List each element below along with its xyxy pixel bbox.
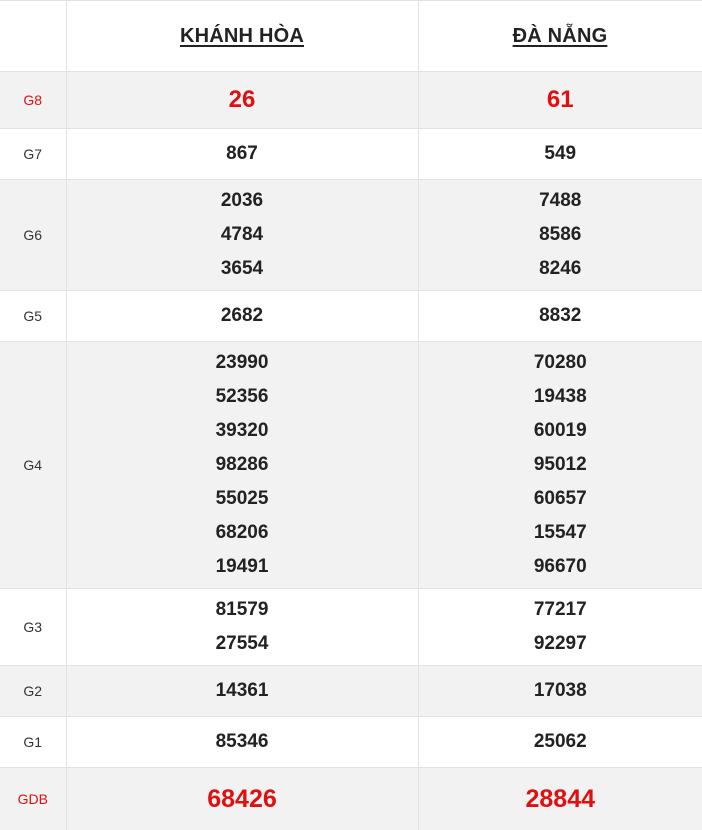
prize-number: 8586 bbox=[419, 218, 702, 252]
prize-label-gdb: GDB bbox=[0, 768, 66, 830]
prize-number: 61 bbox=[419, 83, 702, 117]
prize-numbers-cell bbox=[418, 291, 702, 342]
table-row bbox=[0, 589, 702, 666]
province-name-label: ĐÀ NẴNG bbox=[513, 25, 608, 48]
prize-number: 39320 bbox=[67, 414, 418, 448]
prize-number: 95012 bbox=[419, 448, 702, 482]
prize-label-g5: G5 bbox=[0, 291, 66, 342]
prize-label-g7: G7 bbox=[0, 129, 66, 180]
prize-number: 68426 bbox=[67, 782, 418, 816]
prize-label-g3: G3 bbox=[0, 589, 66, 666]
prize-number: 15547 bbox=[419, 516, 702, 550]
prize-number: 3654 bbox=[67, 252, 418, 286]
prize-number: 85346 bbox=[67, 725, 418, 759]
prize-number: 52356 bbox=[67, 380, 418, 414]
table-row bbox=[0, 180, 702, 291]
prize-numbers-cell bbox=[66, 180, 418, 291]
prize-numbers-cell bbox=[418, 72, 702, 129]
prize-number: 28844 bbox=[419, 782, 702, 816]
prize-numbers-cell bbox=[418, 768, 702, 830]
prize-label-g1: G1 bbox=[0, 717, 66, 768]
province-header-da-nang bbox=[418, 1, 702, 72]
prize-number: 8246 bbox=[419, 252, 702, 286]
prize-numbers-cell bbox=[418, 589, 702, 666]
province-header-khanh-hoa bbox=[66, 1, 418, 72]
prize-number: 2036 bbox=[67, 184, 418, 218]
prize-number: 81579 bbox=[67, 593, 418, 627]
prize-numbers-cell bbox=[418, 180, 702, 291]
prize-number: 19438 bbox=[419, 380, 702, 414]
prize-numbers-cell bbox=[66, 717, 418, 768]
prize-numbers-cell bbox=[66, 291, 418, 342]
prize-number: 867 bbox=[67, 137, 418, 171]
prize-number: 55025 bbox=[67, 482, 418, 516]
table-body bbox=[0, 72, 702, 830]
prize-label-g6: G6 bbox=[0, 180, 66, 291]
prize-numbers-cell bbox=[66, 342, 418, 589]
prize-numbers-cell bbox=[418, 666, 702, 717]
table-header bbox=[0, 1, 702, 72]
prize-number: 60657 bbox=[419, 482, 702, 516]
prize-numbers-cell bbox=[66, 129, 418, 180]
prize-number: 14361 bbox=[67, 674, 418, 708]
prize-numbers-cell bbox=[418, 342, 702, 589]
prize-number: 8832 bbox=[419, 299, 702, 333]
prize-numbers-cell bbox=[66, 768, 418, 830]
prize-number: 98286 bbox=[67, 448, 418, 482]
prize-number: 23990 bbox=[67, 346, 418, 380]
prize-numbers-cell bbox=[418, 129, 702, 180]
prize-numbers-cell bbox=[418, 717, 702, 768]
prize-numbers-cell bbox=[66, 72, 418, 129]
table-row bbox=[0, 342, 702, 589]
table-row bbox=[0, 768, 702, 830]
prize-number: 2682 bbox=[67, 299, 418, 333]
prize-number: 17038 bbox=[419, 674, 702, 708]
prize-number: 68206 bbox=[67, 516, 418, 550]
prize-label-g4: G4 bbox=[0, 342, 66, 589]
prize-number: 549 bbox=[419, 137, 702, 171]
prize-number: 26 bbox=[67, 83, 418, 117]
table-corner-cell bbox=[0, 1, 66, 72]
prize-number: 96670 bbox=[419, 550, 702, 584]
prize-label-g2: G2 bbox=[0, 666, 66, 717]
table-row bbox=[0, 72, 702, 129]
prize-number: 4784 bbox=[67, 218, 418, 252]
prize-number: 19491 bbox=[67, 550, 418, 584]
prize-number: 60019 bbox=[419, 414, 702, 448]
header-row bbox=[0, 1, 702, 72]
province-name-label: KHÁNH HÒA bbox=[180, 25, 304, 48]
prize-number: 92297 bbox=[419, 627, 702, 661]
table-row bbox=[0, 291, 702, 342]
prize-number: 70280 bbox=[419, 346, 702, 380]
prize-number: 25062 bbox=[419, 725, 702, 759]
prize-number: 7488 bbox=[419, 184, 702, 218]
prize-number: 77217 bbox=[419, 593, 702, 627]
prize-number: 27554 bbox=[67, 627, 418, 661]
table-row bbox=[0, 666, 702, 717]
prize-numbers-cell bbox=[66, 666, 418, 717]
table-row bbox=[0, 129, 702, 180]
prize-numbers-cell bbox=[66, 589, 418, 666]
table-row bbox=[0, 717, 702, 768]
prize-label-g8: G8 bbox=[0, 72, 66, 129]
